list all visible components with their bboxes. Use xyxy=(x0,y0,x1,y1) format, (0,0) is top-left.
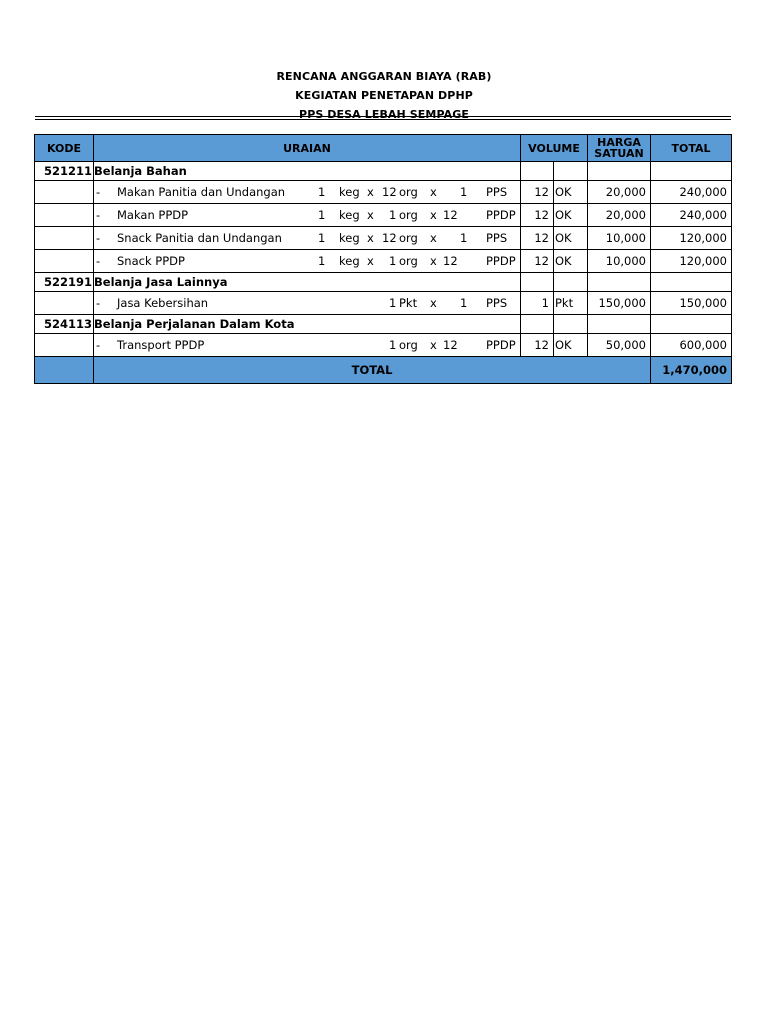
item-unit-3: PPDP xyxy=(486,254,516,268)
item-dash: - xyxy=(96,231,101,245)
item-volume-unit: Pkt xyxy=(554,292,588,315)
item-harga-satuan: 150,000 xyxy=(588,292,651,315)
category-row xyxy=(35,315,732,334)
item-total: 600,000 xyxy=(651,334,732,357)
item-dash: - xyxy=(96,208,101,222)
item-total: 240,000 xyxy=(651,204,732,227)
line-item-row xyxy=(35,204,732,227)
item-qty-2: 1 xyxy=(389,338,397,352)
item-unit-2: org xyxy=(399,208,418,222)
item-unit-2: org xyxy=(399,185,418,199)
item-times-1: x xyxy=(367,231,374,245)
header-harga-satuan xyxy=(588,135,651,162)
item-times-1: x xyxy=(367,185,374,199)
category-kode: 522191 xyxy=(35,273,94,292)
header-kode: KODE xyxy=(35,135,94,162)
document-title: RENCANA ANGGARAN BIAYA (RAB) xyxy=(276,70,492,83)
item-harga-satuan: 20,000 xyxy=(588,181,651,204)
category-volume-cell xyxy=(521,273,554,292)
category-name: Belanja Jasa Lainnya xyxy=(94,273,521,292)
item-qty-1: 1 xyxy=(318,254,326,268)
category-kode: 521211 xyxy=(35,162,94,181)
item-kode-cell xyxy=(35,181,94,204)
item-kode-cell xyxy=(35,204,94,227)
category-kode: 524113 xyxy=(35,315,94,334)
category-volume-cell xyxy=(521,315,554,334)
category-total-cell xyxy=(651,315,732,334)
document-location: PPS DESA LEBAH SEMPAGE xyxy=(299,108,469,121)
category-harga-cell xyxy=(588,273,651,292)
header-total: TOTAL xyxy=(651,135,732,162)
item-unit-3: PPDP xyxy=(486,338,516,352)
item-total: 150,000 xyxy=(651,292,732,315)
title-divider-bottom xyxy=(35,119,731,120)
item-qty-2: 1 xyxy=(389,208,397,222)
item-unit-3: PPS xyxy=(486,185,508,199)
item-unit-2: org xyxy=(399,231,418,245)
item-uraian-cell xyxy=(94,204,521,227)
item-name: Transport PPDP xyxy=(117,338,205,352)
item-qty-2: 1 xyxy=(389,296,397,310)
item-qty-1: 1 xyxy=(318,231,326,245)
item-volume: 1 xyxy=(521,292,554,315)
header-uraian: URAIAN xyxy=(94,135,521,162)
item-qty-1: 1 xyxy=(318,208,326,222)
item-qty-2: 1 xyxy=(389,254,397,268)
item-name: Snack Panitia dan Undangan xyxy=(117,231,282,245)
item-dash: - xyxy=(96,296,101,310)
table-header-row xyxy=(35,135,732,162)
item-harga-satuan: 10,000 xyxy=(588,227,651,250)
category-harga-cell xyxy=(588,315,651,334)
item-uraian-cell xyxy=(94,227,521,250)
category-harga-cell xyxy=(588,162,651,181)
item-unit-2: org xyxy=(399,338,418,352)
item-qty-2: 12 xyxy=(382,231,397,245)
item-times-2: x xyxy=(430,254,437,268)
line-item-row xyxy=(35,181,732,204)
item-volume: 12 xyxy=(521,334,554,357)
item-harga-satuan: 10,000 xyxy=(588,250,651,273)
item-volume-unit: OK xyxy=(554,334,588,357)
item-qty-3: 12 xyxy=(443,338,458,352)
table-body xyxy=(35,162,732,384)
item-name: Makan Panitia dan Undangan xyxy=(117,185,286,199)
category-row xyxy=(35,273,732,292)
item-volume: 12 xyxy=(521,181,554,204)
item-unit-1: keg xyxy=(339,208,360,222)
header-harga-line1: HARGA xyxy=(597,136,641,149)
item-uraian-cell xyxy=(94,334,521,357)
item-dash: - xyxy=(96,338,101,352)
item-unit-3: PPDP xyxy=(486,208,516,222)
item-uraian-cell xyxy=(94,292,521,315)
item-unit-3: PPS xyxy=(486,231,508,245)
item-volume: 12 xyxy=(521,227,554,250)
header-volume: VOLUME xyxy=(521,135,588,162)
item-qty-3: 1 xyxy=(460,185,468,199)
item-harga-satuan: 20,000 xyxy=(588,204,651,227)
category-name: Belanja Bahan xyxy=(94,162,521,181)
item-total: 120,000 xyxy=(651,250,732,273)
item-qty-1: 1 xyxy=(318,185,326,199)
category-row xyxy=(35,162,732,181)
line-item-row xyxy=(35,250,732,273)
item-qty-3: 12 xyxy=(443,208,458,222)
line-item-row xyxy=(35,334,732,357)
category-unit-cell xyxy=(554,273,588,292)
item-dash: - xyxy=(96,254,101,268)
category-total-cell xyxy=(651,273,732,292)
item-kode-cell xyxy=(35,292,94,315)
header-harga-line2: SATUAN xyxy=(594,147,644,160)
item-times-2: x xyxy=(430,231,437,245)
item-total: 240,000 xyxy=(651,181,732,204)
item-volume-unit: OK xyxy=(554,204,588,227)
item-times-2: x xyxy=(430,185,437,199)
item-volume-unit: OK xyxy=(554,227,588,250)
item-kode-cell xyxy=(35,250,94,273)
item-times-2: x xyxy=(430,338,437,352)
item-times-1: x xyxy=(367,208,374,222)
item-volume-unit: OK xyxy=(554,250,588,273)
item-name: Snack PPDP xyxy=(117,254,185,268)
grand-total-value: 1,470,000 xyxy=(651,357,732,384)
grand-total-kode-cell xyxy=(35,357,94,384)
grand-total-label: TOTAL xyxy=(94,357,651,384)
item-times-2: x xyxy=(430,296,437,310)
item-name: Makan PPDP xyxy=(117,208,189,222)
item-volume: 12 xyxy=(521,250,554,273)
category-unit-cell xyxy=(554,162,588,181)
item-harga-satuan: 50,000 xyxy=(588,334,651,357)
item-unit-1: keg xyxy=(339,254,360,268)
item-unit-2: Pkt xyxy=(399,296,418,310)
item-qty-3: 1 xyxy=(460,296,468,310)
item-name: Jasa Kebersihan xyxy=(117,296,209,310)
item-unit-3: PPS xyxy=(486,296,508,310)
item-qty-3: 12 xyxy=(443,254,458,268)
item-kode-cell xyxy=(35,227,94,250)
document-subtitle: KEGIATAN PENETAPAN DPHP xyxy=(295,89,473,102)
item-uraian-cell xyxy=(94,250,521,273)
category-volume-cell xyxy=(521,162,554,181)
item-uraian-cell xyxy=(94,181,521,204)
category-unit-cell xyxy=(554,315,588,334)
item-unit-1: keg xyxy=(339,231,360,245)
budget-table xyxy=(34,134,732,384)
item-times-1: x xyxy=(367,254,374,268)
item-kode-cell xyxy=(35,334,94,357)
category-total-cell xyxy=(651,162,732,181)
item-qty-3: 1 xyxy=(460,231,468,245)
item-dash: - xyxy=(96,185,101,199)
line-item-row xyxy=(35,227,732,250)
item-unit-2: org xyxy=(399,254,418,268)
item-volume-unit: OK xyxy=(554,181,588,204)
category-name: Belanja Perjalanan Dalam Kota xyxy=(94,315,521,334)
grand-total-row xyxy=(35,357,732,384)
item-unit-1: keg xyxy=(339,185,360,199)
item-volume: 12 xyxy=(521,204,554,227)
line-item-row xyxy=(35,292,732,315)
item-times-2: x xyxy=(430,208,437,222)
title-divider-top xyxy=(35,116,731,117)
item-qty-2: 12 xyxy=(382,185,397,199)
item-total: 120,000 xyxy=(651,227,732,250)
